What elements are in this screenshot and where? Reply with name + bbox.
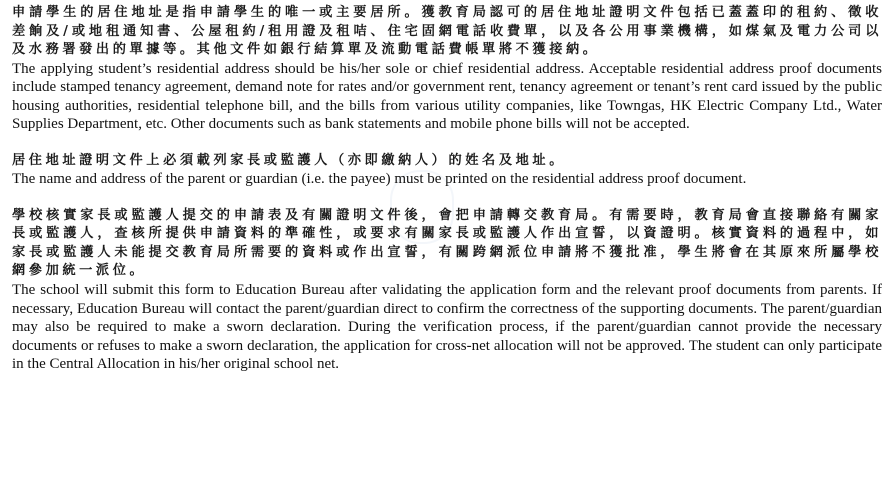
paragraph-zh-parent-name-address: 居住地址證明文件上必須載列家長或監護人（亦即繳納人）的姓名及地址。 <box>12 152 566 168</box>
section-parent-name-address <box>12 152 882 189</box>
section-school-verification <box>12 207 882 374</box>
section-residential-address <box>12 4 882 134</box>
document-page <box>12 4 882 374</box>
paragraph-en-parent-name-address: The name and address of the parent or guardian (i.e. the payee) must be printed on the residential address proof document. <box>12 171 747 188</box>
paragraph-en-school-verification: The school will submit this form to Education Bureau after validating the application form and the relevant proof documents from parents. If necessary, Education Bureau will contact the parent/guardian direct to confirm the correctness of the supporting documents. The parent/guardian may also be required to make a sworn declaration. During the verification process, if the parent/guardian cannot provide the necessary documents or refuses to make a sworn declaration, the application for cross-net allocation will not be approved. The student can only participate in the Central Allocation in his/her original school net. <box>12 281 882 373</box>
paragraph-en-residential-address: The applying student’s residential address should be his/her sole or chief residential address. Acceptable residential address proof documents include stamped tenancy agreement, demand note for rates and/or government rent, tenancy agreement or tenant’s rent card issued by the public housing authorities, residential telephone bill, and the bills from various utility companies, like Towngas, HK Electric Company Ltd., Water Supplies Department, etc. Other documents such as bank statements and mobile phone bills will not be accepted. <box>12 60 882 133</box>
spacer <box>12 134 882 152</box>
paragraph-zh-school-verification: 學校核實家長或監護人提交的申請表及有關證明文件後，會把申請轉交教育局。有需要時，教育局會直接聯絡有關家長或監護人，查核所提供申請資料的準確性，或要求有關家長或監護人作出宣誓，以資證明。核實資料的過程中，如家長或監護人未能提交教育局所需要的資料或作出宣誓，有關跨網派位申請將不獲批准，學生將會在其原來所屬學校網參加統一派位。 <box>12 207 882 279</box>
paragraph-zh-residential-address: 申請學生的居住地址是指申請學生的唯一或主要居所。獲教育局認可的居住地址證明文件包括已蓋蓋印的租約、徵收差餉及/或地租通知書、公屋租約/租用證及租咭、住宅固網電話收費單，以及各公用事業機構，如煤氣及電力公司以及水務署發出的單據等。其他文件如銀行結算單及流動電話費帳單將不獲接納。 <box>12 5 882 57</box>
spacer <box>12 189 882 207</box>
